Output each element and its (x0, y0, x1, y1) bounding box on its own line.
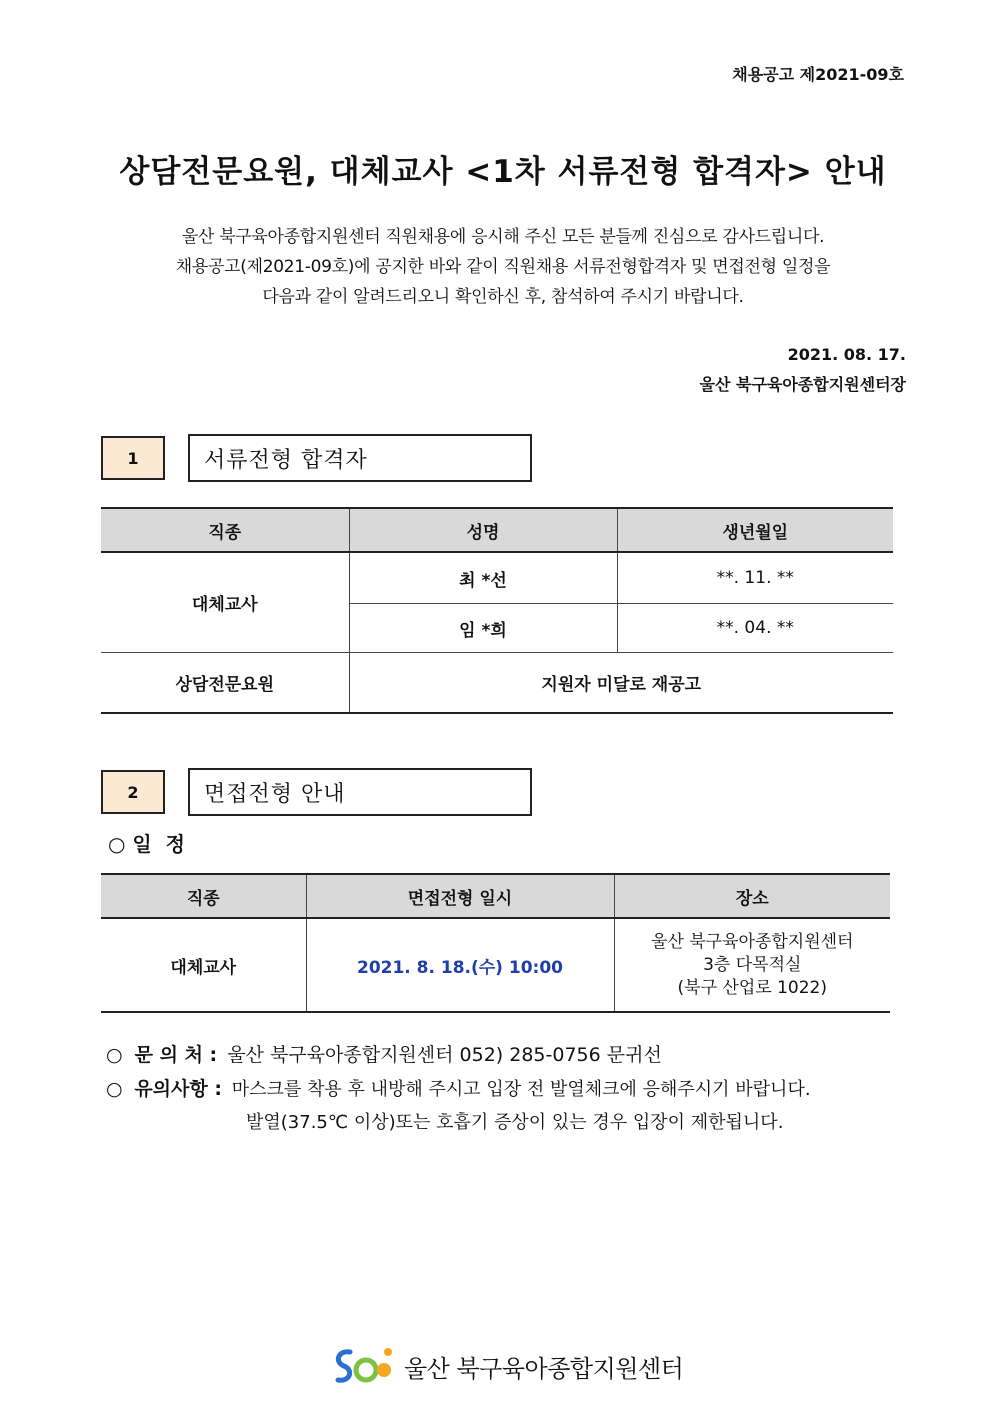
job-cell: 상담전문요원 (101, 653, 349, 714)
footer-organization: 울산 북구육아종합지원센터 (404, 1354, 684, 1383)
column-header: 면접전형 일시 (306, 874, 614, 918)
caution-text: 마스크를 착용 후 내방해 주시고 입장 전 발열체크에 응해주시기 바랍니다. (231, 1079, 811, 1100)
name-cell: 임 *희 (349, 604, 617, 653)
column-header: 생년월일 (617, 508, 893, 552)
issue-date: 2021. 08. 17. (787, 345, 906, 364)
table-row (101, 552, 893, 604)
birth-cell: **. 11. ** (617, 552, 893, 604)
bullet-circle: ○ (106, 1044, 123, 1066)
place-line: (북구 산업로 1022) (677, 977, 827, 998)
section-1-title: 서류전형 합격자 (188, 434, 532, 482)
job-cell: 대체교사 (101, 552, 349, 653)
table-header-row (101, 874, 890, 918)
table-row (101, 918, 890, 1012)
issuer: 울산 북구육아종합지원센터장 (699, 375, 906, 394)
name-cell: 최 *선 (349, 552, 617, 604)
center-logo-icon (332, 1344, 396, 1388)
column-header: 장소 (614, 874, 890, 918)
caution-text-2: 발열(37.5℃ 이상)또는 호흡기 증상이 있는 경우 입장이 제한됩니다. (246, 1112, 784, 1133)
section-2-number: 2 (101, 770, 165, 814)
issue-block (700, 340, 907, 400)
bullet-circle: ○ (106, 1078, 123, 1100)
schedule-label: ○ 일 정 (108, 832, 185, 856)
column-header: 성명 (349, 508, 617, 552)
birth-cell: **. 04. ** (617, 604, 893, 653)
intro-line: 채용공고(제2021-09호)에 공지한 바와 같이 직원채용 서류전형합격자 및 면접전형 일정을 (175, 257, 831, 277)
datetime-cell: 2021. 8. 18.(수) 10:00 (306, 918, 614, 1012)
table-row (101, 653, 893, 714)
place-line: 3층 다목적실 (703, 954, 802, 975)
page-title: 상담전문요원, 대체교사 <1차 서류전형 합격자> 안내 (119, 154, 887, 190)
column-header: 직종 (101, 874, 306, 918)
column-header: 직종 (101, 508, 349, 552)
place-cell (614, 918, 890, 1012)
note-cell: 지원자 미달로 재공고 (349, 653, 893, 714)
notice-number: 채용공고 제2021-09호 (732, 65, 904, 84)
footer-logo (332, 1344, 683, 1388)
job-cell: 대체교사 (101, 918, 306, 1012)
caution-label: 유의사항 : (134, 1078, 222, 1100)
table-header-row (101, 508, 893, 552)
interview-schedule-table (101, 873, 890, 1013)
document-pass-table (101, 507, 893, 714)
intro-text (0, 222, 992, 312)
section-1-number: 1 (101, 436, 165, 480)
contact-text: 울산 북구육아종합지원센터 052) 285-0756 문귀선 (227, 1044, 662, 1066)
intro-line: 다음과 같이 알려드리오니 확인하신 후, 참석하여 주시기 바랍니다. (262, 287, 744, 307)
intro-line: 울산 북구육아종합지원센터 직원채용에 응시해 주신 모든 분들께 진심으로 감사드립니다. (181, 227, 825, 247)
place-line: 울산 북구육아종합지원센터 (651, 931, 854, 952)
contact-label: 문 의 처 : (134, 1044, 218, 1066)
caution-line (106, 1074, 811, 1101)
section-2-title: 면접전형 안내 (188, 768, 532, 816)
contact-line (106, 1040, 662, 1067)
